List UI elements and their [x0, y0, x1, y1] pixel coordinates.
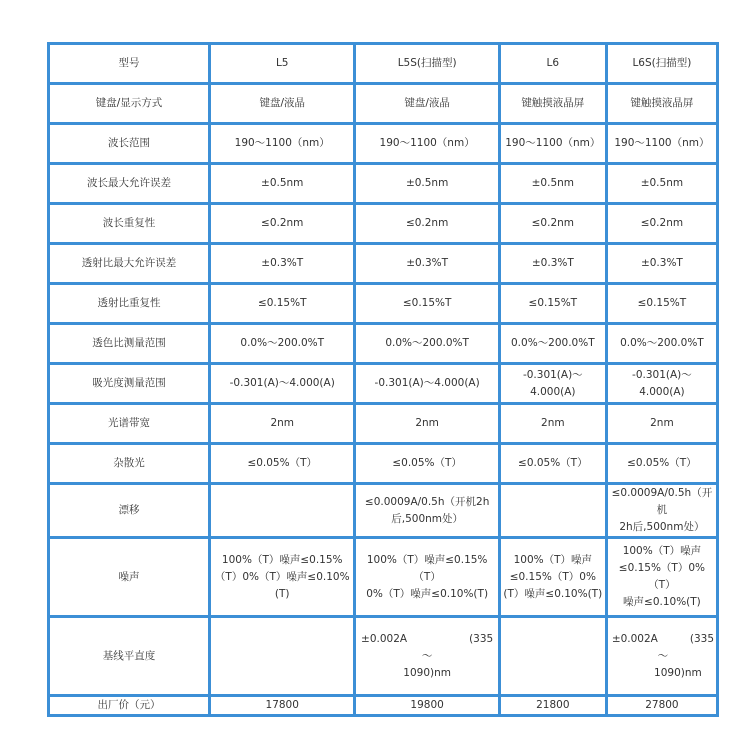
- cell-line: ≤0.15%（T）0%: [509, 570, 596, 583]
- table-cell: 2nm: [355, 404, 499, 444]
- table-cell: ±0.5nm: [499, 164, 606, 204]
- spec-row: [49, 124, 718, 164]
- cell-line: 后,500nm处）: [391, 512, 464, 525]
- table-cell: [210, 484, 355, 538]
- header-cell: L5: [210, 44, 355, 84]
- table-cell: [606, 484, 717, 538]
- table-cell: 键盘/液晶: [210, 84, 355, 124]
- table-cell: ±0.3%T: [355, 244, 499, 284]
- table-cell: [355, 538, 499, 617]
- spec-row: [49, 404, 718, 444]
- table-cell: 2nm: [606, 404, 717, 444]
- cell-line: 100%（T）噪声≤0.15%: [221, 553, 343, 566]
- table-cell: ±0.3%T: [210, 244, 355, 284]
- table-cell: [499, 484, 606, 538]
- cell-line: 1090)nm: [403, 666, 451, 679]
- table-cell: ≤0.15%T: [355, 284, 499, 324]
- table-cell: ≤0.15%T: [606, 284, 717, 324]
- table-cell: [355, 484, 499, 538]
- spec-row: [49, 164, 718, 204]
- table-cell: -0.301(A)～4.000(A): [355, 364, 499, 404]
- table-cell: 0.0%～200.0%T: [499, 324, 606, 364]
- table-cell: ≤0.2nm: [606, 204, 717, 244]
- cell-line: (T）噪声≤0.10%(T): [503, 587, 603, 600]
- baseline-row: [49, 617, 718, 696]
- spec-row: [49, 324, 718, 364]
- table-cell: ≤0.2nm: [210, 204, 355, 244]
- spec-table: [47, 42, 719, 717]
- table-cell: -0.301(A)～4.000(A): [499, 364, 606, 404]
- table-cell: [606, 617, 717, 696]
- table-cell: ±0.5nm: [606, 164, 717, 204]
- cell-line: 100%（T）噪声: [622, 545, 702, 557]
- spec-row: [49, 84, 718, 124]
- cell-line: ≤0.0009A/0.5h（开机2h: [364, 495, 490, 508]
- table-cell: ≤0.05%（T）: [210, 444, 355, 484]
- table-cell: 键盘/液晶: [355, 84, 499, 124]
- cell-line: ±0.002A: [361, 632, 408, 645]
- table-cell: ±0.3%T: [499, 244, 606, 284]
- table-cell: ≤0.05%（T）: [499, 444, 606, 484]
- row-label: 透色比测量范围: [49, 324, 210, 364]
- row-label: 基线平直度: [49, 617, 210, 696]
- table-cell: 190～1100（nm）: [210, 124, 355, 164]
- table-cell: ±0.3%T: [606, 244, 717, 284]
- table-cell: [210, 617, 355, 696]
- table-cell: [210, 538, 355, 617]
- table-cell: 键触摸液晶屏: [606, 84, 717, 124]
- noise-row: [49, 538, 718, 617]
- header-row: [49, 44, 718, 84]
- spec-row: [49, 364, 718, 404]
- row-label: 漂移: [49, 484, 210, 538]
- table-cell: 2nm: [499, 404, 606, 444]
- table-cell: -0.301(A)～4.000(A): [606, 364, 717, 404]
- table-cell: 键触摸液晶屏: [499, 84, 606, 124]
- table-cell: 190～1100（nm）: [499, 124, 606, 164]
- row-label: 透射比最大允许误差: [49, 244, 210, 284]
- table-cell: 190～1100（nm）: [606, 124, 717, 164]
- spec-row: [49, 284, 718, 324]
- cell-line: ±0.002A: [611, 632, 658, 645]
- price-row: [49, 696, 718, 716]
- table-cell: 0.0%～200.0%T: [355, 324, 499, 364]
- row-label: 吸光度测量范围: [49, 364, 210, 404]
- table-cell: [606, 538, 717, 617]
- table-cell: ≤0.2nm: [499, 204, 606, 244]
- table-cell: ≤0.15%T: [499, 284, 606, 324]
- row-label: 出厂价（元）: [49, 696, 210, 716]
- table-cell: 27800: [606, 696, 717, 716]
- header-cell: L5S(扫描型): [355, 44, 499, 84]
- table-cell: ≤0.15%T: [210, 284, 355, 324]
- row-label: 波长范围: [49, 124, 210, 164]
- row-label: 键盘/显示方式: [49, 84, 210, 124]
- cell-line: （T）0%（T）噪声≤0.10%: [214, 570, 350, 583]
- row-label: 杂散光: [49, 444, 210, 484]
- table-cell: 21800: [499, 696, 606, 716]
- row-label: 波长最大允许误差: [49, 164, 210, 204]
- table-cell: 2nm: [210, 404, 355, 444]
- cell-line: 100%（T）噪声: [513, 553, 593, 566]
- table-cell: [499, 617, 606, 696]
- cell-line: 2h后,500nm处）: [619, 521, 705, 533]
- table-cell: 190～1100（nm）: [355, 124, 499, 164]
- spec-row: [49, 204, 718, 244]
- row-label: 透射比重复性: [49, 284, 210, 324]
- table-cell: ≤0.2nm: [355, 204, 499, 244]
- table-cell: ±0.5nm: [355, 164, 499, 204]
- header-cell: L6S(扫描型): [606, 44, 717, 84]
- row-label: 波长重复性: [49, 204, 210, 244]
- table-cell: ≤0.05%（T）: [606, 444, 717, 484]
- cell-line: 100%（T）噪声≤0.15%（T）: [366, 553, 488, 583]
- table-cell: 0.0%～200.0%T: [606, 324, 717, 364]
- table-cell: [355, 617, 499, 696]
- row-label: 噪声: [49, 538, 210, 617]
- cell-line: 噪声≤0.10%(T): [623, 596, 701, 608]
- header-cell: 型号: [49, 44, 210, 84]
- table-cell: ±0.5nm: [210, 164, 355, 204]
- cell-line: (335～: [657, 632, 714, 662]
- table-cell: 19800: [355, 696, 499, 716]
- cell-line: (T): [274, 587, 290, 600]
- table-cell: -0.301(A)～4.000(A): [210, 364, 355, 404]
- cell-line: ≤0.15%（T）0%（T）: [618, 562, 706, 591]
- table-cell: 0.0%～200.0%T: [210, 324, 355, 364]
- cell-line: 1090)nm: [654, 666, 702, 679]
- row-label: 光谱带宽: [49, 404, 210, 444]
- cell-line: ≤0.0009A/0.5h（开机: [611, 487, 713, 516]
- table-cell: 17800: [210, 696, 355, 716]
- cell-line: (335～: [421, 632, 494, 662]
- table-cell: [499, 538, 606, 617]
- cell-line: 0%（T）噪声≤0.10%(T): [366, 587, 489, 600]
- table-cell: ≤0.05%（T）: [355, 444, 499, 484]
- spec-row: [49, 244, 718, 284]
- drift-row: [49, 484, 718, 538]
- spec-row: [49, 444, 718, 484]
- header-cell: L6: [499, 44, 606, 84]
